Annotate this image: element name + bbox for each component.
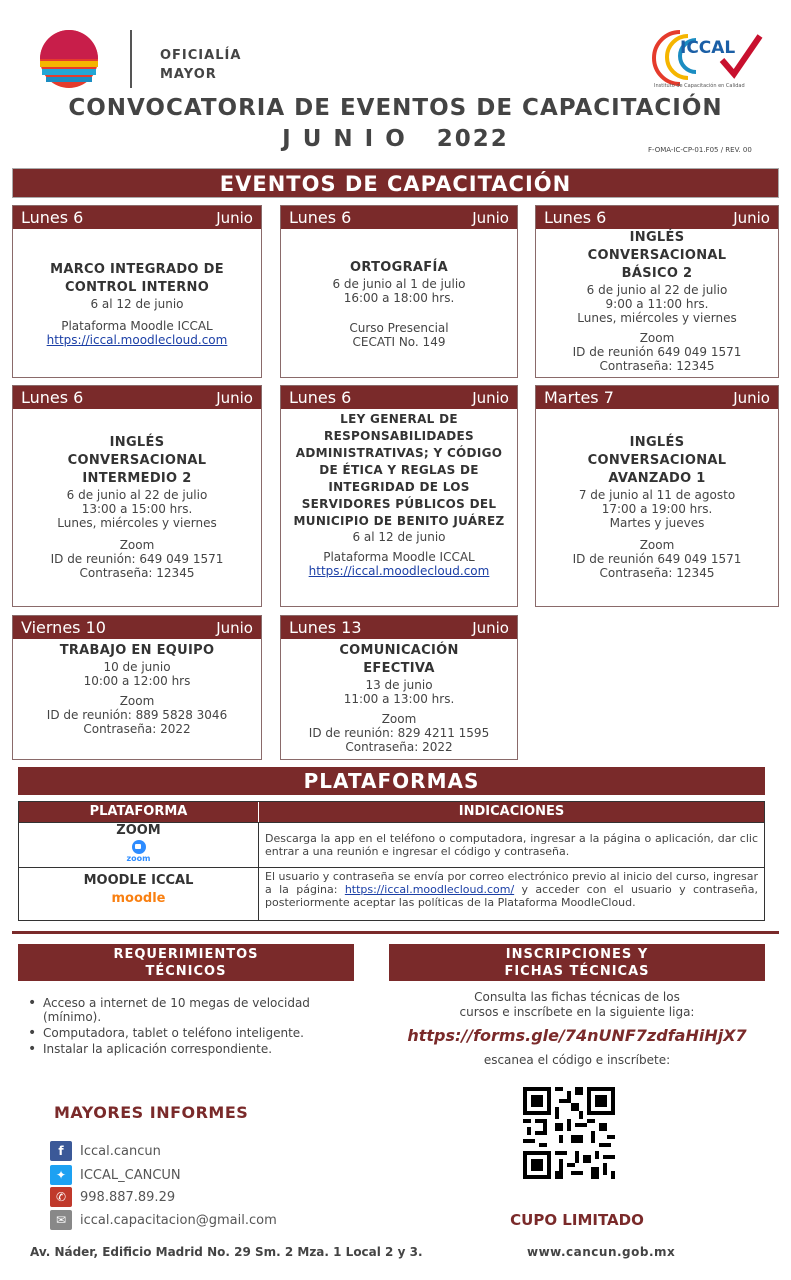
event-modality: Curso Presencial (349, 321, 449, 335)
contact-phone[interactable] (50, 1187, 175, 1207)
event-card (12, 205, 262, 378)
platforms-section-title: PLATAFORMAS (18, 767, 765, 795)
event-title: INGLÉS CONVERSACIONAL INTERMEDIO 2 (67, 435, 207, 486)
events-section-title: EVENTOS DE CAPACITACIÓN (12, 168, 779, 198)
contact-email[interactable] (50, 1210, 277, 1230)
event-day: Lunes 6 (289, 208, 352, 227)
event-day: Viernes 10 (21, 618, 106, 637)
event-title: INGLÉS CONVERSACIONAL AVANZADO 1 (587, 435, 727, 486)
instructions-col-header: INDICACIONES (259, 802, 764, 822)
zoom-instructions: Descarga la app en el teléfono o computadora, ingresar a la página o aplicación, dar clic entrar a una reunión e ingresar el código y contraseña. (265, 832, 758, 858)
event-modality: Zoom (381, 712, 417, 726)
requirements-title (18, 944, 354, 981)
phone-number: 998.887.89.29 (80, 1189, 176, 1205)
contact-facebook[interactable] (50, 1141, 161, 1161)
inscriptions-title-l2: FICHAS TÉCNICAS (504, 964, 650, 979)
list-item: • Computadora, tablet o teléfono inteligente. (28, 1026, 328, 1040)
event-days: Lunes, miércoles y viernes (57, 516, 217, 530)
event-hours: 13:00 a 15:00 hrs. (81, 502, 193, 516)
event-hours: 9:00 a 11:00 hrs. (605, 297, 709, 311)
form-code: F-OMA-IC-CP-01.F05 / REV. 00 (648, 146, 752, 154)
facebook-handle: Iccal.cancun (80, 1143, 161, 1159)
event-password: Contraseña: 2022 (345, 740, 453, 754)
event-title: TRABAJO EN EQUIPO (59, 643, 215, 658)
event-hours: 17:00 a 19:00 hrs. (601, 502, 713, 516)
event-month: Junio (733, 208, 770, 227)
org-line1: OFICIALÍA (160, 48, 242, 63)
event-modality: Zoom (639, 538, 675, 552)
event-card (280, 615, 518, 760)
table-row (19, 822, 764, 867)
event-password: Contraseña: 12345 (599, 359, 715, 373)
phone-icon: ✆ (50, 1187, 72, 1207)
event-modality: Zoom (119, 538, 155, 552)
event-modality: Zoom (119, 694, 155, 708)
event-month: Junio (733, 388, 770, 407)
email-address: iccal.capacitacion@gmail.com (80, 1212, 277, 1228)
event-month: Junio (216, 388, 253, 407)
event-day: Lunes 6 (544, 208, 607, 227)
platforms-table (18, 801, 765, 921)
section-divider (12, 931, 779, 934)
requirements-title-l1: REQUERIMIENTOS (113, 947, 259, 962)
event-dates: 6 de junio al 1 de julio (332, 277, 466, 291)
event-link[interactable]: https://iccal.moodlecloud.com (46, 333, 228, 347)
moodle-text-a: El usuario y contraseña se envía por correo electrónico previo al inicio del curso, ingresar a la página: (265, 870, 758, 896)
event-modality: Zoom (639, 331, 675, 345)
contact-twitter[interactable] (50, 1165, 181, 1185)
event-month: Junio (216, 618, 253, 637)
event-title: LEY GENERAL DE RESPONSABILIDADES ADMINISTRATIVAS; Y CÓDIGO DE ÉTICA Y REGLAS DE INTEGRIDAD DE LOS SERVIDORES PÚBLICOS DEL MUNICIPIO DE BENITO JUÁREZ (293, 412, 505, 528)
platform-name: ZOOM (116, 823, 161, 838)
event-title: MARCO INTEGRADO DE CONTROL INTERNO (50, 262, 224, 295)
event-meeting-id: ID de reunión: 829 4211 1595 (308, 726, 490, 740)
event-days: Lunes, miércoles y viernes (577, 311, 737, 325)
event-meeting-id: ID de reunión 649 049 1571 (572, 345, 742, 359)
moodle-link[interactable]: https://iccal.moodlecloud.com/ (344, 883, 515, 896)
event-dates: 6 al 12 de junio (90, 297, 184, 311)
event-dates: 6 de junio al 22 de julio (66, 488, 208, 502)
footer-address: Av. Náder, Edificio Madrid No. 29 Sm. 2 Mza. 1 Local 2 y 3. (30, 1245, 423, 1259)
qr-code[interactable] (523, 1087, 615, 1179)
table-row (19, 867, 764, 920)
inscriptions-text-l1: Consulta las fichas técnicas de los (474, 990, 680, 1004)
event-password: Contraseña: 12345 (79, 566, 195, 580)
event-day: Martes 7 (544, 388, 614, 407)
inscriptions-text (389, 990, 765, 1020)
event-card (280, 385, 518, 607)
event-dates: 6 de junio al 22 de julio (586, 283, 728, 297)
event-dates: 13 de junio (365, 678, 433, 692)
inscriptions-title (389, 944, 765, 981)
event-dates: 6 al 12 de junio (352, 530, 446, 544)
event-hours: 10:00 a 12:00 hrs (83, 674, 191, 688)
event-meeting-id: ID de reunión: 889 5828 3046 (46, 708, 228, 722)
event-title: COMUNICACIÓN EFECTIVA (339, 643, 459, 676)
footer-website[interactable]: www.cancun.gob.mx (527, 1245, 676, 1259)
event-modality: Plataforma Moodle ICCAL (61, 319, 213, 333)
requirements-title-l2: TÉCNICOS (145, 964, 227, 979)
event-card (535, 385, 779, 607)
zoom-logo-text: zoom (126, 854, 151, 863)
event-month: Junio (216, 208, 253, 227)
contact-title: MAYORES INFORMES (54, 1103, 249, 1122)
event-password: Contraseña: 2022 (83, 722, 191, 736)
event-card (12, 385, 262, 607)
org-line2: MAYOR (160, 67, 217, 82)
event-card (280, 205, 518, 378)
org-name (160, 46, 241, 84)
iccal-logo-sub: Instituto de Capacitación en Calidad (654, 83, 745, 89)
event-day: Lunes 6 (21, 388, 84, 407)
inscriptions-text-l2: cursos e inscríbete en la siguiente liga: (459, 1005, 695, 1019)
twitter-icon: ✦ (50, 1165, 72, 1185)
event-month: Junio (472, 618, 509, 637)
platform-col-header: PLATAFORMA (19, 802, 259, 822)
event-card (535, 205, 779, 378)
platform-name: MOODLE ICCAL (83, 873, 194, 888)
header-divider (130, 30, 132, 88)
list-item: • Instalar la aplicación correspondiente. (28, 1042, 328, 1056)
inscriptions-title-l1: INSCRIPCIONES Y (505, 947, 649, 962)
facebook-icon: f (50, 1141, 72, 1161)
event-hours: 11:00 a 13:00 hrs. (343, 692, 455, 706)
iccal-logo (650, 26, 765, 92)
event-card (12, 615, 262, 760)
cupo-limitado: CUPO LIMITADO (510, 1211, 644, 1229)
moodle-text-b: y acceder con el usuario y contraseña, posteriormente aceptar las políticas de la Plataforma MoodleCloud. (265, 883, 758, 909)
iccal-logo-text: ICCAL (680, 38, 736, 58)
event-password: Contraseña: 12345 (599, 566, 715, 580)
zoom-logo-icon (132, 840, 146, 854)
event-modality: Plataforma Moodle ICCAL (323, 550, 475, 564)
email-icon: ✉ (50, 1210, 72, 1230)
event-month: Junio (472, 208, 509, 227)
twitter-handle: ICCAL_CANCUN (80, 1167, 181, 1183)
event-day: Lunes 13 (289, 618, 362, 637)
event-meeting-id: ID de reunión 649 049 1571 (572, 552, 742, 566)
event-month: Junio (472, 388, 509, 407)
event-link[interactable]: https://iccal.moodlecloud.com (308, 564, 490, 578)
event-meeting-id: ID de reunión: 649 049 1571 (50, 552, 224, 566)
moodle-instructions (259, 868, 764, 920)
event-day: Lunes 6 (289, 388, 352, 407)
event-day: Lunes 6 (21, 208, 84, 227)
form-link[interactable]: https://forms.gle/74nUNF7zdfaHiHjX7 (407, 1026, 747, 1045)
requirements-list (28, 996, 328, 1058)
event-title: ORTOGRAFÍA (350, 260, 448, 275)
page-subtitle: J U N I O 2022 (282, 126, 509, 152)
event-location: CECATI No. 149 (352, 335, 446, 349)
moodle-logo: moodle (111, 891, 166, 906)
event-title: INGLÉS CONVERSACIONAL BÁSICO 2 (587, 230, 727, 281)
scan-text: escanea el código e inscríbete: (483, 1053, 671, 1067)
event-dates: 10 de junio (103, 660, 171, 674)
page-title: CONVOCATORIA DE EVENTOS DE CAPACITACIÓN (68, 95, 723, 121)
list-item: • Acceso a internet de 10 megas de velocidad (mínimo). (28, 996, 328, 1024)
cancun-logo (36, 28, 102, 90)
event-hours: 16:00 a 18:00 hrs. (343, 291, 455, 305)
event-days: Martes y jueves (609, 516, 705, 530)
event-dates: 7 de junio al 11 de agosto (578, 488, 736, 502)
